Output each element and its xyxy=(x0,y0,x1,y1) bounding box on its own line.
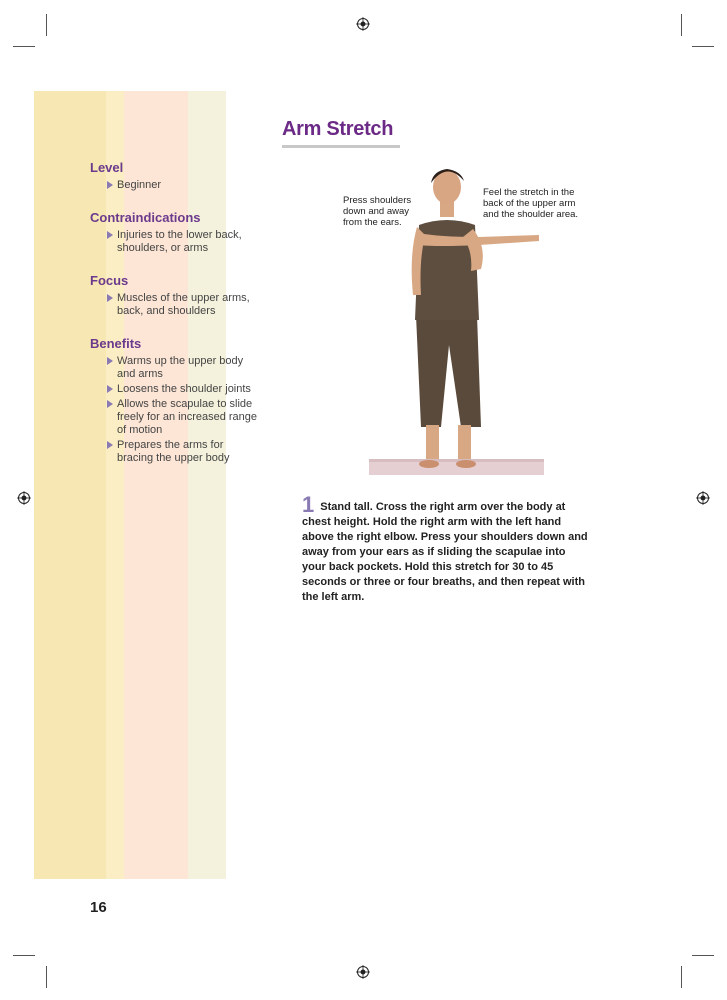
triangle-bullet-icon xyxy=(107,357,113,365)
list-item xyxy=(90,229,260,255)
registration-mark-icon xyxy=(356,965,370,979)
list-item xyxy=(90,179,260,192)
crop-mark xyxy=(681,966,682,988)
step-number: 1 xyxy=(302,492,315,517)
sidebar xyxy=(90,160,260,483)
sidebar-heading: Focus xyxy=(90,273,129,288)
sidebar-list xyxy=(90,292,260,318)
sidebar-heading: Contraindications xyxy=(90,210,201,225)
triangle-bullet-icon xyxy=(107,231,113,239)
list-item-text: Injuries to the lower back, shoulders, or arms xyxy=(117,229,242,254)
list-item-text: Muscles of the upper arms, back, and shoulders xyxy=(117,292,250,317)
step-instructions xyxy=(302,492,592,605)
triangle-bullet-icon xyxy=(107,400,113,408)
crop-mark xyxy=(692,46,714,47)
triangle-bullet-icon xyxy=(107,181,113,189)
crop-mark xyxy=(13,46,35,47)
registration-mark-icon xyxy=(696,491,710,505)
sidebar-list xyxy=(90,355,260,465)
sidebar-list xyxy=(90,179,260,192)
triangle-bullet-icon xyxy=(107,385,113,393)
list-item-text: Loosens the shoulder joints xyxy=(117,383,251,395)
triangle-bullet-icon xyxy=(107,294,113,302)
crop-mark xyxy=(681,14,682,36)
crop-mark xyxy=(46,966,47,988)
sidebar-list xyxy=(90,229,260,255)
crop-mark xyxy=(692,955,714,956)
step-text: Stand tall. Cross the right arm over the body at chest height. Hold the right arm with the left hand above the right elbow. Press your shoulders down and away from your ears as if sliding the scapulae into your back pockets. Hold this stretch for 30 to 45 seconds or three or four breaths, and then repeat with the left arm. xyxy=(302,501,588,603)
list-item xyxy=(90,398,260,437)
crop-mark xyxy=(13,955,35,956)
registration-mark-icon xyxy=(17,491,31,505)
list-item-text: Warms up the upper body and arms xyxy=(117,355,244,380)
callout-right: Feel the stretch in the back of the upper arm and the shoulder area. xyxy=(483,187,579,220)
list-item-text: Beginner xyxy=(117,179,162,191)
list-item xyxy=(90,292,260,318)
triangle-bullet-icon xyxy=(107,441,113,449)
list-item-text: Prepares the arms for bracing the upper body xyxy=(117,439,230,464)
list-item xyxy=(90,355,260,381)
registration-mark-icon xyxy=(356,17,370,31)
crop-mark xyxy=(46,14,47,36)
sidebar-heading: Level xyxy=(90,160,124,175)
title-underline xyxy=(282,145,400,148)
list-item xyxy=(90,439,260,465)
callout-left: Press shoulders down and away from the ears. xyxy=(343,195,412,228)
page-number: 16 xyxy=(90,899,107,916)
list-item-text: Allows the scapulae to slide freely for an increased range of motion xyxy=(117,398,258,436)
page-title: Arm Stretch xyxy=(282,118,394,140)
list-item xyxy=(90,383,260,396)
sidebar-heading: Benefits xyxy=(90,336,142,351)
